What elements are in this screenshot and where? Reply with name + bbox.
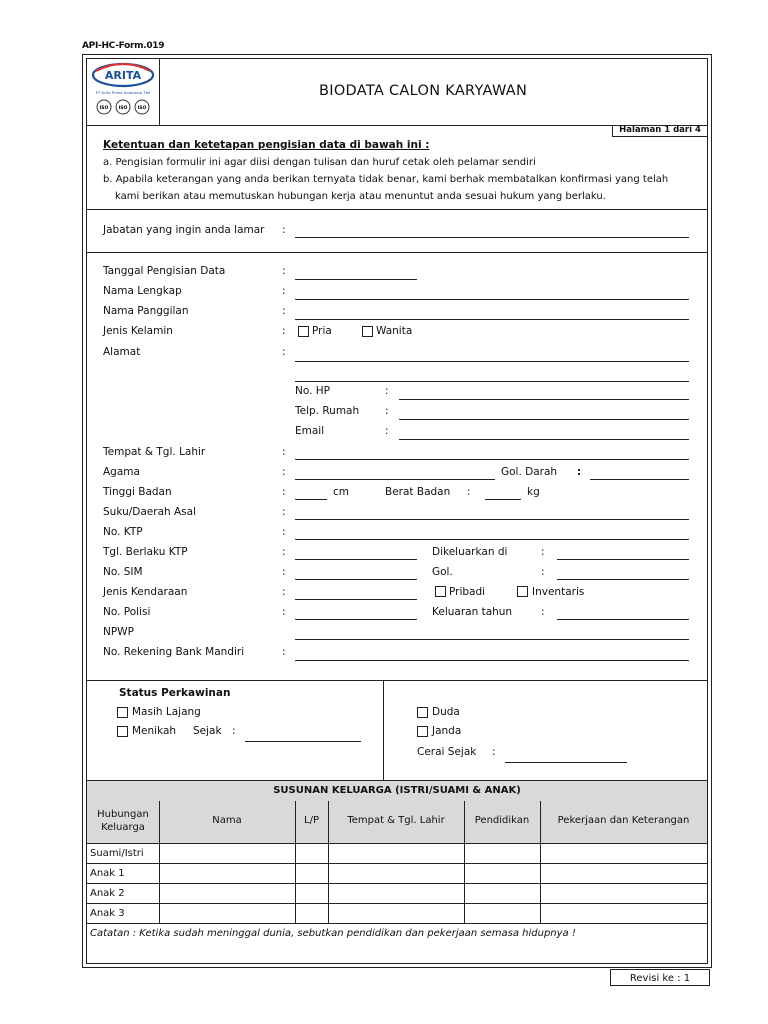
wanita-checkbox[interactable] (362, 326, 373, 337)
gol-darah-field[interactable] (590, 479, 689, 480)
wanita-label: Wanita (376, 325, 413, 337)
revision-box: Revisi ke : 1 (610, 969, 710, 986)
sejak-label: Sejak (193, 725, 222, 737)
header-pendidikan: Pendidikan (474, 815, 530, 826)
tinggi-label: Tinggi Badan (103, 486, 172, 498)
colon: : (282, 606, 286, 618)
no-hp-label: No. HP (295, 385, 330, 397)
nama-panggilan-field[interactable] (295, 319, 689, 320)
suku-field[interactable] (295, 519, 689, 520)
divider-personal (87, 680, 707, 681)
nama-panggilan-label: Nama Panggilan (103, 305, 189, 317)
family-title-bar (87, 780, 707, 802)
page-indicator: Halaman 1 dari 4 (612, 125, 707, 137)
nama-lengkap-field[interactable] (295, 299, 689, 300)
sim-label: No. SIM (103, 566, 143, 578)
menikah-checkbox[interactable] (117, 726, 128, 737)
duda-checkbox[interactable] (417, 707, 428, 718)
colon: : (385, 385, 389, 397)
berlaku-ktp-field[interactable] (295, 559, 417, 560)
family-header-row (87, 801, 707, 844)
ktp-label: No. KTP (103, 526, 143, 538)
svg-text:ISO: ISO (99, 106, 109, 111)
table-row: Suami/Istri (90, 848, 144, 859)
family-title: SUSUNAN KELUARGA (ISTRI/SUAMI & ANAK) (273, 785, 521, 796)
family-note: Catatan : Ketika sudah meninggal dunia, sebutkan pendidikan dan pekerjaan semasa hidupnya ! (90, 928, 576, 939)
pribadi-label: Pribadi (449, 586, 486, 598)
polisi-field[interactable] (295, 619, 417, 620)
rekening-label: No. Rekening Bank Mandiri (103, 646, 245, 658)
janda-checkbox[interactable] (417, 726, 428, 737)
colon: : (282, 305, 286, 317)
polisi-label: No. Polisi (103, 606, 151, 618)
colon: : (282, 224, 286, 236)
table-row: Anak 1 (90, 868, 125, 879)
keluaran-field[interactable] (557, 619, 689, 620)
col-divider (159, 801, 160, 923)
colon: : (282, 506, 286, 518)
rekening-field[interactable] (295, 660, 689, 661)
colon: : (232, 725, 236, 737)
alamat-field-1[interactable] (295, 361, 689, 362)
npwp-field[interactable] (295, 639, 689, 640)
menikah-label: Menikah (132, 725, 177, 737)
colon: : (282, 285, 286, 297)
cerai-field[interactable] (505, 762, 627, 763)
header-nama: Nama (212, 815, 242, 826)
email-field[interactable] (399, 439, 689, 440)
colon: : (282, 466, 286, 478)
form-header (87, 59, 707, 126)
header-lp: L/P (304, 815, 319, 826)
pria-label: Pria (312, 325, 332, 337)
dikeluarkan-field[interactable] (557, 559, 689, 560)
colon: : (282, 325, 286, 337)
alamat-label: Alamat (103, 346, 141, 358)
kendaraan-field[interactable] (295, 599, 417, 600)
logo-brand-text: ARITA (104, 69, 142, 82)
form-code: API-HC-Form.019 (82, 41, 165, 51)
form-title: BIODATA CALON KARYAWAN (319, 83, 528, 99)
duda-label: Duda (432, 706, 460, 718)
col-divider (328, 801, 329, 923)
colon: : (577, 466, 582, 478)
rule-a: a. Pengisian formulir ini agar diisi dengan tulisan dan huruf cetak oleh pelamar sendiri (103, 157, 536, 168)
cm-unit: cm (333, 486, 350, 498)
row-divider (87, 923, 707, 924)
row-divider (87, 883, 707, 884)
berlaku-ktp-label: Tgl. Berlaku KTP (103, 546, 188, 558)
colon: : (282, 546, 286, 558)
ttl-label: Tempat & Tgl. Lahir (103, 446, 206, 458)
rules-heading: Ketentuan dan ketetapan pengisian data di bawah ini : (103, 139, 430, 151)
row-divider (87, 903, 707, 904)
suku-label: Suku/Daerah Asal (103, 506, 196, 518)
colon: : (385, 405, 389, 417)
iso-badge-1 (97, 100, 111, 114)
inventaris-checkbox[interactable] (517, 586, 528, 597)
tanggal-label: Tanggal Pengisian Data (103, 265, 226, 277)
agama-label: Agama (103, 466, 140, 478)
colon: : (541, 566, 545, 578)
telp-rumah-field[interactable] (399, 419, 689, 420)
colon: : (385, 425, 389, 437)
row-divider (87, 863, 707, 864)
logo-box (87, 59, 160, 125)
colon: : (467, 486, 471, 498)
form-frame (82, 54, 712, 968)
agama-field[interactable] (295, 479, 495, 480)
colon: : (282, 486, 286, 498)
form-inner-frame (86, 58, 708, 964)
berat-field[interactable] (485, 499, 521, 500)
divider-rules (87, 209, 707, 210)
rule-b-line2: kami berikan atau memutuskan hubungan kerja atau menuntut anda sesuai hukum yang berlaku. (115, 191, 606, 202)
lajang-label: Masih Lajang (132, 706, 201, 718)
colon: : (282, 346, 286, 358)
iso-badge-3 (135, 100, 149, 114)
tinggi-field[interactable] (295, 499, 327, 500)
svg-text:ISO: ISO (137, 106, 147, 111)
col-divider (540, 801, 541, 923)
colon: : (282, 586, 286, 598)
logo-company-text: PT Arita Prima Indonesia Tbk (95, 90, 151, 95)
cerai-label: Cerai Sejak (417, 746, 477, 758)
colon: : (282, 446, 286, 458)
inventaris-label: Inventaris (532, 586, 585, 598)
marital-heading: Status Perkawinan (119, 687, 231, 699)
janda-label: Janda (432, 725, 462, 737)
ktp-field[interactable] (295, 539, 689, 540)
keluaran-label: Keluaran tahun (432, 606, 513, 618)
tanggal-field[interactable] (295, 279, 417, 280)
colon: : (282, 265, 286, 277)
col-divider (295, 801, 296, 923)
sim-field[interactable] (295, 579, 417, 580)
nama-lengkap-label: Nama Lengkap (103, 285, 182, 297)
colon: : (282, 646, 286, 658)
rule-b-line1: b. Apabila keterangan yang anda berikan ternyata tidak benar, kami berhak membatalkan konfirmasi yang telah (103, 174, 669, 185)
table-row: Anak 2 (90, 888, 125, 899)
gol-darah-label: Gol. Darah (501, 466, 558, 478)
colon: : (282, 526, 286, 538)
kg-unit: kg (527, 486, 540, 498)
table-row: Anak 3 (90, 908, 125, 919)
pribadi-checkbox[interactable] (435, 586, 446, 597)
npwp-label: NPWP (103, 626, 134, 638)
gol-field[interactable] (557, 579, 689, 580)
menikah-sejak-field[interactable] (245, 741, 361, 742)
colon: : (541, 606, 545, 618)
jenis-kelamin-label: Jenis Kelamin (103, 325, 173, 337)
lajang-checkbox[interactable] (117, 707, 128, 718)
company-logo (87, 59, 159, 125)
pria-checkbox[interactable] (298, 326, 309, 337)
alamat-field-2[interactable] (295, 381, 689, 382)
header-pekerjaan: Pekerjaan dan Keterangan (557, 815, 690, 826)
colon: : (541, 546, 545, 558)
iso-badge-2 (116, 100, 130, 114)
header-ttl: Tempat & Tgl. Lahir (347, 815, 445, 826)
divider-position (87, 252, 707, 253)
berat-label: Berat Badan (385, 486, 451, 498)
position-label: Jabatan yang ingin anda lamar (103, 224, 265, 236)
position-field[interactable] (295, 237, 689, 238)
col-divider (464, 801, 465, 923)
header-hubungan: Hubungan Keluarga (97, 809, 149, 833)
marital-divider (383, 680, 384, 780)
no-hp-field[interactable] (399, 399, 689, 400)
email-label: Email (295, 425, 325, 437)
colon: : (492, 746, 496, 758)
ttl-field[interactable] (295, 459, 689, 460)
gol-label: Gol. (432, 566, 453, 578)
dikeluarkan-label: Dikeluarkan di (432, 546, 508, 558)
svg-text:ISO: ISO (118, 106, 128, 111)
telp-rumah-label: Telp. Rumah (295, 405, 360, 417)
kendaraan-label: Jenis Kendaraan (103, 586, 188, 598)
colon: : (282, 566, 286, 578)
